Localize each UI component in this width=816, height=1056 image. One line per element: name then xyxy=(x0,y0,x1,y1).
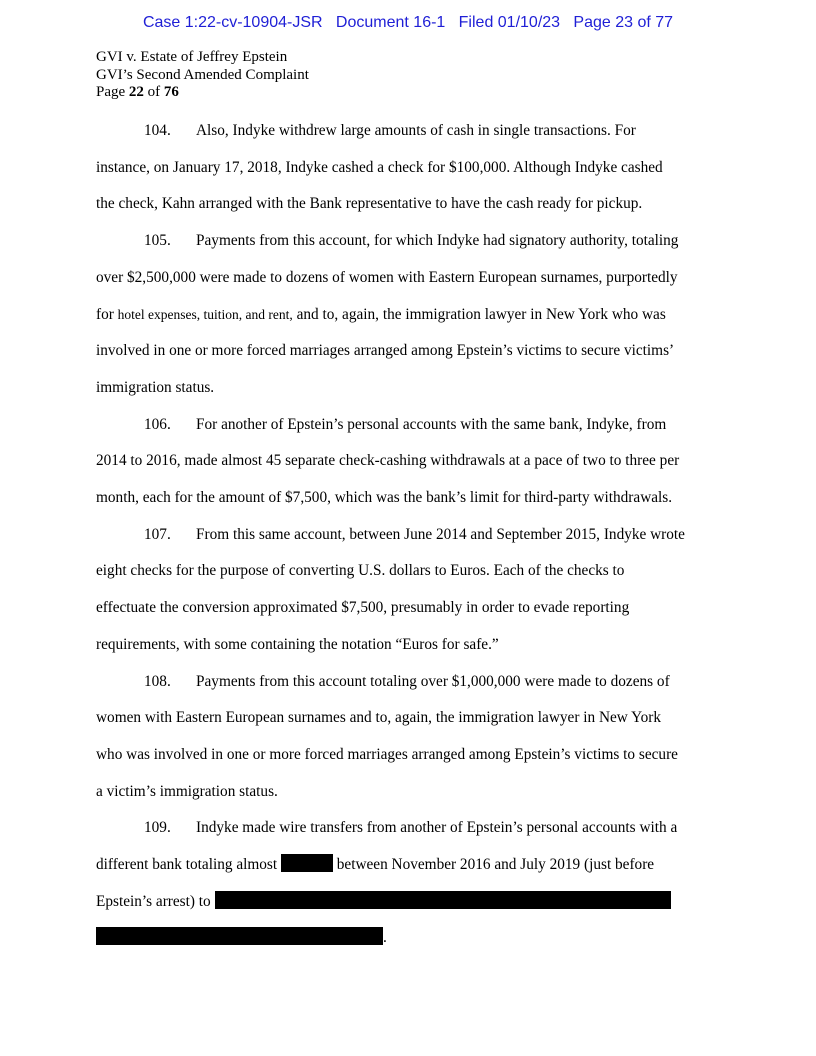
paragraph-number: 108. xyxy=(144,672,171,690)
document-body xyxy=(96,113,712,957)
redaction-bar xyxy=(281,854,333,872)
paragraph-107 xyxy=(96,517,712,664)
paragraph-line: the check, Kahn arranged with the Bank representative to have the cash ready for pickup. xyxy=(96,195,643,213)
caption-case-title: GVI v. Estate of Jeffrey Epstein xyxy=(96,49,288,65)
redaction-bar xyxy=(96,927,383,945)
paragraph-line: month, each for the amount of $7,500, which was the bank’s limit for third-party withdrawals. xyxy=(96,489,673,507)
paragraph-number: 106. xyxy=(144,415,171,433)
filed-date: Filed 01/10/23 xyxy=(458,14,561,31)
paragraph-line: effectuate the conversion approximated $7,500, presumably in order to evade reporting xyxy=(96,599,630,617)
paragraph-line: 109. Indyke made wire transfers from another of Epstein’s personal accounts with a xyxy=(96,810,712,847)
paragraph-line: eight checks for the purpose of converting U.S. dollars to Euros. Each of the checks to xyxy=(96,562,625,580)
paragraph-line: involved in one or more forced marriages arranged among Epstein’s victims to secure victims’ xyxy=(96,342,675,360)
paragraph-line: requirements, with some containing the notation “Euros for safe.” xyxy=(96,635,499,653)
case-number: Case 1:22-cv-10904-JSR xyxy=(142,14,323,31)
paragraph-line: instance, on January 17, 2018, Indyke cashed a check for $100,000. Although Indyke cashed xyxy=(96,158,663,176)
paragraph-line: for hotel expenses, tuition, and rent, and to, again, the immigration lawyer in New York who was xyxy=(96,305,666,323)
redaction-bar xyxy=(215,891,671,909)
paragraph-number: 107. xyxy=(144,525,171,543)
paragraph-line: immigration status. xyxy=(96,378,215,396)
paragraph-108 xyxy=(96,664,712,811)
paragraph-line: women with Eastern European surnames and to, again, the immigration lawyer in New York xyxy=(96,709,662,727)
paragraph-106 xyxy=(96,407,712,517)
caption-page-number: 22 xyxy=(128,84,144,100)
paragraph-line: a victim’s immigration status. xyxy=(96,782,278,800)
paragraph-line: . xyxy=(96,920,712,957)
caption-page-total: 76 xyxy=(163,84,179,100)
paragraph-line: 104. Also, Indyke withdrew large amounts of cash in single transactions. For xyxy=(96,113,712,150)
paragraph-line: 108. Payments from this account totaling over $1,000,000 were made to dozens of xyxy=(96,664,712,701)
court-filing-header xyxy=(0,14,816,32)
paragraph-105 xyxy=(96,223,712,407)
caption-document-title: GVI’s Second Amended Complaint xyxy=(96,66,309,83)
paragraph-line: different bank totaling almost between November 2016 and July 2019 (just before xyxy=(96,856,655,874)
paragraph-109 xyxy=(96,810,712,957)
document-number: Document 16-1 xyxy=(335,14,446,31)
paragraph-line: 107. From this same account, between June 2014 and September 2015, Indyke wrote xyxy=(96,517,712,554)
paragraph-line: over $2,500,000 were made to dozens of women with Eastern European surnames, purportedly xyxy=(96,268,678,286)
case-caption xyxy=(96,49,309,102)
paragraph-number: 104. xyxy=(144,122,171,139)
paragraph-line: 2014 to 2016, made almost 45 separate check-cashing withdrawals at a pace of two to three per xyxy=(96,452,680,470)
paragraph-line: 106. For another of Epstein’s personal accounts with the same bank, Indyke, from xyxy=(96,407,712,444)
paragraph-104 xyxy=(96,113,712,223)
caption-page-line: Page 22 of 76 xyxy=(96,84,179,100)
filing-page-number: Page 23 of 77 xyxy=(573,14,674,31)
paragraph-line: 105. Payments from this account, for which Indyke had signatory authority, totaling xyxy=(96,223,712,260)
paragraph-number: 105. xyxy=(144,232,171,250)
paragraph-line: who was involved in one or more forced marriages arranged among Epstein’s victims to secure xyxy=(96,745,678,763)
paragraph-number: 109. xyxy=(144,819,171,837)
paragraph-line: Epstein’s arrest) to xyxy=(96,884,712,921)
small-text-insert: hotel expenses, tuition, and rent, xyxy=(117,306,293,322)
